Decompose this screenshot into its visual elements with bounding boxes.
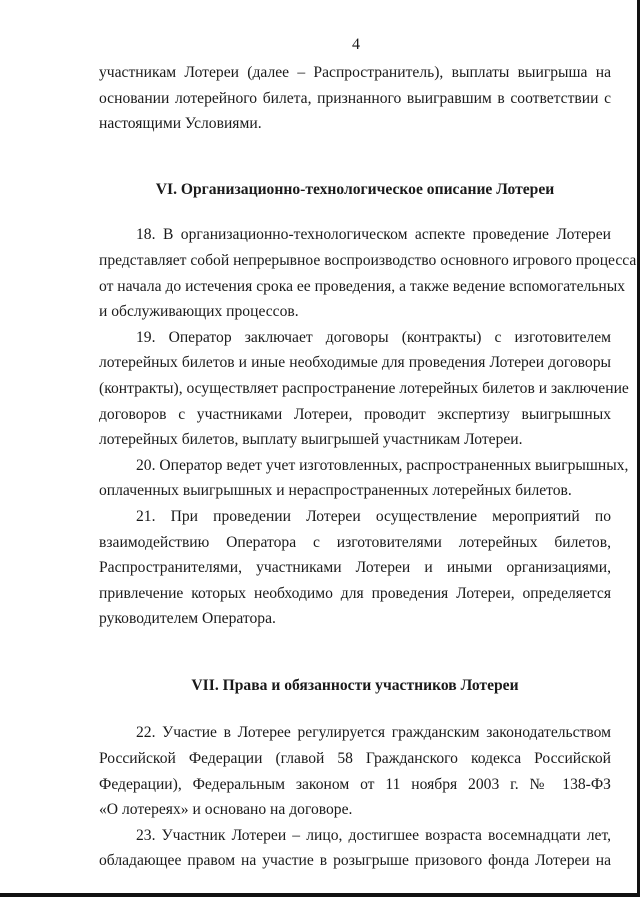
- text-line: договоров с участниками Лотереи, проводит экспертизу выигрышных: [99, 405, 611, 423]
- section-heading-6: VI. Организационно-технологическое описание Лотереи: [155, 180, 555, 198]
- text-line: Распространителями, участниками Лотереи и иными организациями,: [99, 559, 611, 577]
- text-line: 19. Оператор заключает договоры (контракты) с изготовителем: [136, 328, 611, 346]
- paragraph-21: [99, 504, 611, 632]
- scan-edge-bottom: [0, 893, 640, 897]
- page-number: 4: [352, 36, 360, 53]
- text-line: взаимодействию Оператора с изготовителями лотерейных билетов,: [99, 533, 611, 551]
- text-line: привлечение которых необходимо для проведения Лотереи, определяется: [99, 584, 611, 602]
- text-line: Российской Федерации (главой 58 Гражданского кодекса Российской: [99, 750, 611, 768]
- text-line: настоящими Условиями.: [99, 115, 262, 133]
- text-line: «О лотереях» и основано на договоре.: [99, 801, 353, 819]
- text-line: оплаченных выигрышных и нераспространенных лотерейных билетов.: [99, 482, 572, 500]
- paragraph-18: [99, 222, 637, 324]
- text-line: и обслуживающих процессов.: [99, 303, 299, 321]
- section-heading-7: VII. Права и обязанности участников Лотереи: [191, 676, 519, 694]
- text-line: 22. Участие в Лотерее регулируется гражданским законодательством: [136, 724, 611, 742]
- text-line: 23. Участник Лотереи – лицо, достигшее возраста восемнадцати лет,: [136, 826, 611, 844]
- document-body: [99, 60, 637, 874]
- text-line: представляет собой непрерывное воспроизводство основного игрового процесса: [99, 251, 637, 269]
- text-line: лотерейных билетов, выплату выигрышей участникам Лотереи.: [99, 431, 523, 449]
- text-line: участникам Лотереи (далее – Распространитель), выплаты выигрыша на: [99, 64, 611, 81]
- text-line: (контракты), осуществляет распространение лотерейных билетов и заключение: [99, 379, 629, 397]
- text-line: 18. В организационно-технологическом аспекте проведение Лотереи: [136, 226, 611, 244]
- text-line: обладающее правом на участие в розыгрыше призового фонда Лотереи на: [99, 852, 611, 870]
- text-line: 21. При проведении Лотереи осуществление мероприятий по: [136, 507, 611, 525]
- paragraph-23: [99, 823, 611, 874]
- text-line: от начала до истечения срока ее проведения, а также ведение вспомогательных: [99, 277, 625, 295]
- text-line: лотерейных билетов и иные необходимые для проведения Лотереи договоры: [99, 354, 611, 372]
- text-line: 20. Оператор ведет учет изготовленных, распространенных выигрышных,: [136, 456, 629, 474]
- paragraph-22: [99, 720, 611, 822]
- paragraph-20: [99, 453, 629, 504]
- text-line: руководителем Оператора.: [99, 610, 276, 628]
- paragraph-continuation: [99, 60, 611, 137]
- text-line: основании лотерейного билета, признанного выигравшим в соответствии с: [99, 89, 611, 107]
- paragraph-19: [99, 325, 629, 453]
- text-line: Федерации), Федеральным законом от 11 ноября 2003 г. № 138-ФЗ: [99, 775, 611, 793]
